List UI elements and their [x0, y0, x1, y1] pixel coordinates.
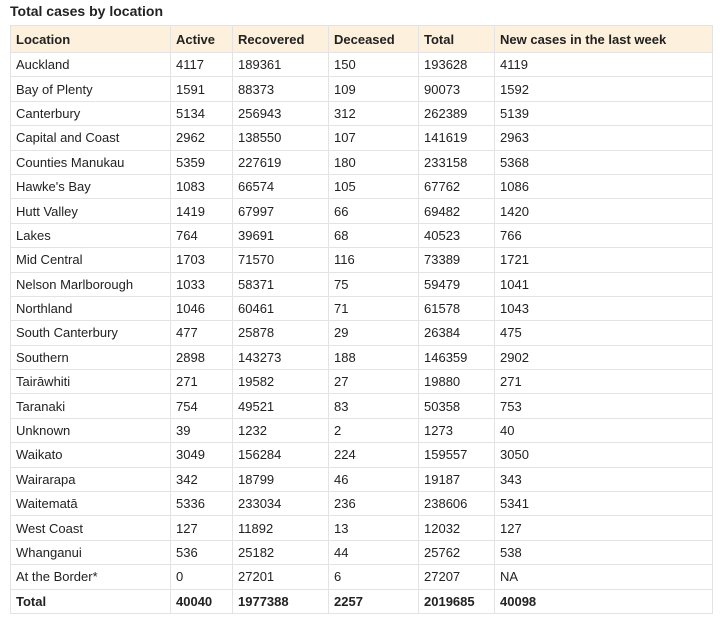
total-cell: 141619 — [419, 126, 495, 150]
new-cases-cell: 538 — [495, 540, 713, 564]
location-cell: Southern — [11, 345, 171, 369]
table-row — [11, 223, 713, 247]
total-cell: 27207 — [419, 565, 495, 589]
table-row — [11, 492, 713, 516]
total-cell: 146359 — [419, 345, 495, 369]
recovered-cell: 71570 — [233, 248, 329, 272]
deceased-cell: 29 — [329, 321, 419, 345]
new-cases-cell: 40 — [495, 418, 713, 442]
location-cell: South Canterbury — [11, 321, 171, 345]
recovered-cell: 25182 — [233, 540, 329, 564]
active-cell: 1033 — [171, 272, 233, 296]
total-cell: 1273 — [419, 418, 495, 442]
location-cell: Unknown — [11, 418, 171, 442]
recovered-cell: 66574 — [233, 174, 329, 198]
deceased-cell: 66 — [329, 199, 419, 223]
deceased-cell: 236 — [329, 492, 419, 516]
deceased-cell: 188 — [329, 345, 419, 369]
new-cases-cell: 753 — [495, 394, 713, 418]
table-row — [11, 77, 713, 101]
location-cell: Northland — [11, 296, 171, 320]
column-header-new-cases: New cases in the last week — [495, 26, 713, 53]
deceased-cell: 107 — [329, 126, 419, 150]
column-header-location: Location — [11, 26, 171, 53]
column-header-recovered: Recovered — [233, 26, 329, 53]
new-cases-cell: 5139 — [495, 101, 713, 125]
new-cases-cell: 1043 — [495, 296, 713, 320]
total-cell: 233158 — [419, 150, 495, 174]
deceased-cell: 105 — [329, 174, 419, 198]
active-cell: 754 — [171, 394, 233, 418]
location-cell: Tairāwhiti — [11, 370, 171, 394]
deceased-cell: 44 — [329, 540, 419, 564]
active-cell: 5359 — [171, 150, 233, 174]
location-cell: Whanganui — [11, 540, 171, 564]
cases-by-location-table — [10, 25, 713, 614]
deceased-cell: 116 — [329, 248, 419, 272]
location-cell: West Coast — [11, 516, 171, 540]
total-cell: 238606 — [419, 492, 495, 516]
total-cell: 61578 — [419, 296, 495, 320]
location-cell: Canterbury — [11, 101, 171, 125]
recovered-cell: 88373 — [233, 77, 329, 101]
active-cell: 0 — [171, 565, 233, 589]
table-row — [11, 296, 713, 320]
active-cell: 1083 — [171, 174, 233, 198]
table-row — [11, 345, 713, 369]
recovered-cell: 39691 — [233, 223, 329, 247]
table-row — [11, 394, 713, 418]
recovered-cell: 11892 — [233, 516, 329, 540]
table-total-row — [11, 589, 713, 613]
recovered-cell: 60461 — [233, 296, 329, 320]
deceased-cell: 312 — [329, 101, 419, 125]
new-cases-cell: 5341 — [495, 492, 713, 516]
total-cell: 12032 — [419, 516, 495, 540]
table-row — [11, 199, 713, 223]
table-row — [11, 272, 713, 296]
active-cell: 1703 — [171, 248, 233, 272]
active-cell: 2898 — [171, 345, 233, 369]
recovered-cell: 58371 — [233, 272, 329, 296]
new-cases-cell: 1420 — [495, 199, 713, 223]
total-cell: 25762 — [419, 540, 495, 564]
active-cell: 1046 — [171, 296, 233, 320]
total-cell: 50358 — [419, 394, 495, 418]
location-cell: Counties Manukau — [11, 150, 171, 174]
deceased-cell: 2257 — [329, 589, 419, 613]
total-cell: 262389 — [419, 101, 495, 125]
recovered-cell: 19582 — [233, 370, 329, 394]
new-cases-cell: 5368 — [495, 150, 713, 174]
deceased-cell: 83 — [329, 394, 419, 418]
location-cell: Wairarapa — [11, 467, 171, 491]
active-cell: 477 — [171, 321, 233, 345]
new-cases-cell: 4119 — [495, 53, 713, 77]
recovered-cell: 25878 — [233, 321, 329, 345]
active-cell: 5134 — [171, 101, 233, 125]
new-cases-cell: 3050 — [495, 443, 713, 467]
location-cell: Mid Central — [11, 248, 171, 272]
active-cell: 271 — [171, 370, 233, 394]
location-cell: Lakes — [11, 223, 171, 247]
location-cell: Auckland — [11, 53, 171, 77]
new-cases-cell: 127 — [495, 516, 713, 540]
active-cell: 342 — [171, 467, 233, 491]
column-header-deceased: Deceased — [329, 26, 419, 53]
table-row — [11, 248, 713, 272]
active-cell: 2962 — [171, 126, 233, 150]
total-cell: 67762 — [419, 174, 495, 198]
new-cases-cell: 1592 — [495, 77, 713, 101]
deceased-cell: 27 — [329, 370, 419, 394]
total-cell: 69482 — [419, 199, 495, 223]
table-row — [11, 565, 713, 589]
new-cases-cell: 1086 — [495, 174, 713, 198]
new-cases-cell: NA — [495, 565, 713, 589]
recovered-cell: 189361 — [233, 53, 329, 77]
recovered-cell: 233034 — [233, 492, 329, 516]
deceased-cell: 46 — [329, 467, 419, 491]
deceased-cell: 224 — [329, 443, 419, 467]
location-cell: Hutt Valley — [11, 199, 171, 223]
active-cell: 127 — [171, 516, 233, 540]
table-row — [11, 174, 713, 198]
new-cases-cell: 343 — [495, 467, 713, 491]
location-cell: Total — [11, 589, 171, 613]
recovered-cell: 18799 — [233, 467, 329, 491]
table-body — [11, 53, 713, 614]
active-cell: 1419 — [171, 199, 233, 223]
table-header-row — [11, 26, 713, 53]
total-cell: 2019685 — [419, 589, 495, 613]
total-cell: 26384 — [419, 321, 495, 345]
table-row — [11, 321, 713, 345]
recovered-cell: 1977388 — [233, 589, 329, 613]
active-cell: 5336 — [171, 492, 233, 516]
table-row — [11, 150, 713, 174]
active-cell: 536 — [171, 540, 233, 564]
total-cell: 159557 — [419, 443, 495, 467]
recovered-cell: 256943 — [233, 101, 329, 125]
recovered-cell: 138550 — [233, 126, 329, 150]
table-row — [11, 126, 713, 150]
recovered-cell: 156284 — [233, 443, 329, 467]
total-cell: 40523 — [419, 223, 495, 247]
deceased-cell: 75 — [329, 272, 419, 296]
recovered-cell: 1232 — [233, 418, 329, 442]
table-row — [11, 540, 713, 564]
table-row — [11, 370, 713, 394]
recovered-cell: 49521 — [233, 394, 329, 418]
table-row — [11, 418, 713, 442]
table-row — [11, 443, 713, 467]
table-caption: Total cases by location — [10, 3, 164, 19]
location-cell: Hawke's Bay — [11, 174, 171, 198]
active-cell: 3049 — [171, 443, 233, 467]
total-cell: 193628 — [419, 53, 495, 77]
total-cell: 90073 — [419, 77, 495, 101]
location-cell: Bay of Plenty — [11, 77, 171, 101]
table-row — [11, 101, 713, 125]
new-cases-cell: 40098 — [495, 589, 713, 613]
column-header-active: Active — [171, 26, 233, 53]
recovered-cell: 27201 — [233, 565, 329, 589]
deceased-cell: 2 — [329, 418, 419, 442]
location-cell: Waikato — [11, 443, 171, 467]
deceased-cell: 150 — [329, 53, 419, 77]
active-cell: 1591 — [171, 77, 233, 101]
table-row — [11, 53, 713, 77]
location-cell: Waitematā — [11, 492, 171, 516]
deceased-cell: 13 — [329, 516, 419, 540]
new-cases-cell: 1041 — [495, 272, 713, 296]
new-cases-cell: 766 — [495, 223, 713, 247]
location-cell: Taranaki — [11, 394, 171, 418]
total-cell: 19187 — [419, 467, 495, 491]
deceased-cell: 109 — [329, 77, 419, 101]
location-cell: At the Border* — [11, 565, 171, 589]
deceased-cell: 180 — [329, 150, 419, 174]
recovered-cell: 227619 — [233, 150, 329, 174]
new-cases-cell: 1721 — [495, 248, 713, 272]
total-cell: 59479 — [419, 272, 495, 296]
deceased-cell: 71 — [329, 296, 419, 320]
total-cell: 19880 — [419, 370, 495, 394]
new-cases-cell: 271 — [495, 370, 713, 394]
active-cell: 764 — [171, 223, 233, 247]
active-cell: 40040 — [171, 589, 233, 613]
new-cases-cell: 2902 — [495, 345, 713, 369]
active-cell: 4117 — [171, 53, 233, 77]
new-cases-cell: 2963 — [495, 126, 713, 150]
location-cell: Capital and Coast — [11, 126, 171, 150]
table-row — [11, 516, 713, 540]
table-row — [11, 467, 713, 491]
location-cell: Nelson Marlborough — [11, 272, 171, 296]
recovered-cell: 143273 — [233, 345, 329, 369]
active-cell: 39 — [171, 418, 233, 442]
total-cell: 73389 — [419, 248, 495, 272]
recovered-cell: 67997 — [233, 199, 329, 223]
deceased-cell: 6 — [329, 565, 419, 589]
new-cases-cell: 475 — [495, 321, 713, 345]
column-header-total: Total — [419, 26, 495, 53]
deceased-cell: 68 — [329, 223, 419, 247]
